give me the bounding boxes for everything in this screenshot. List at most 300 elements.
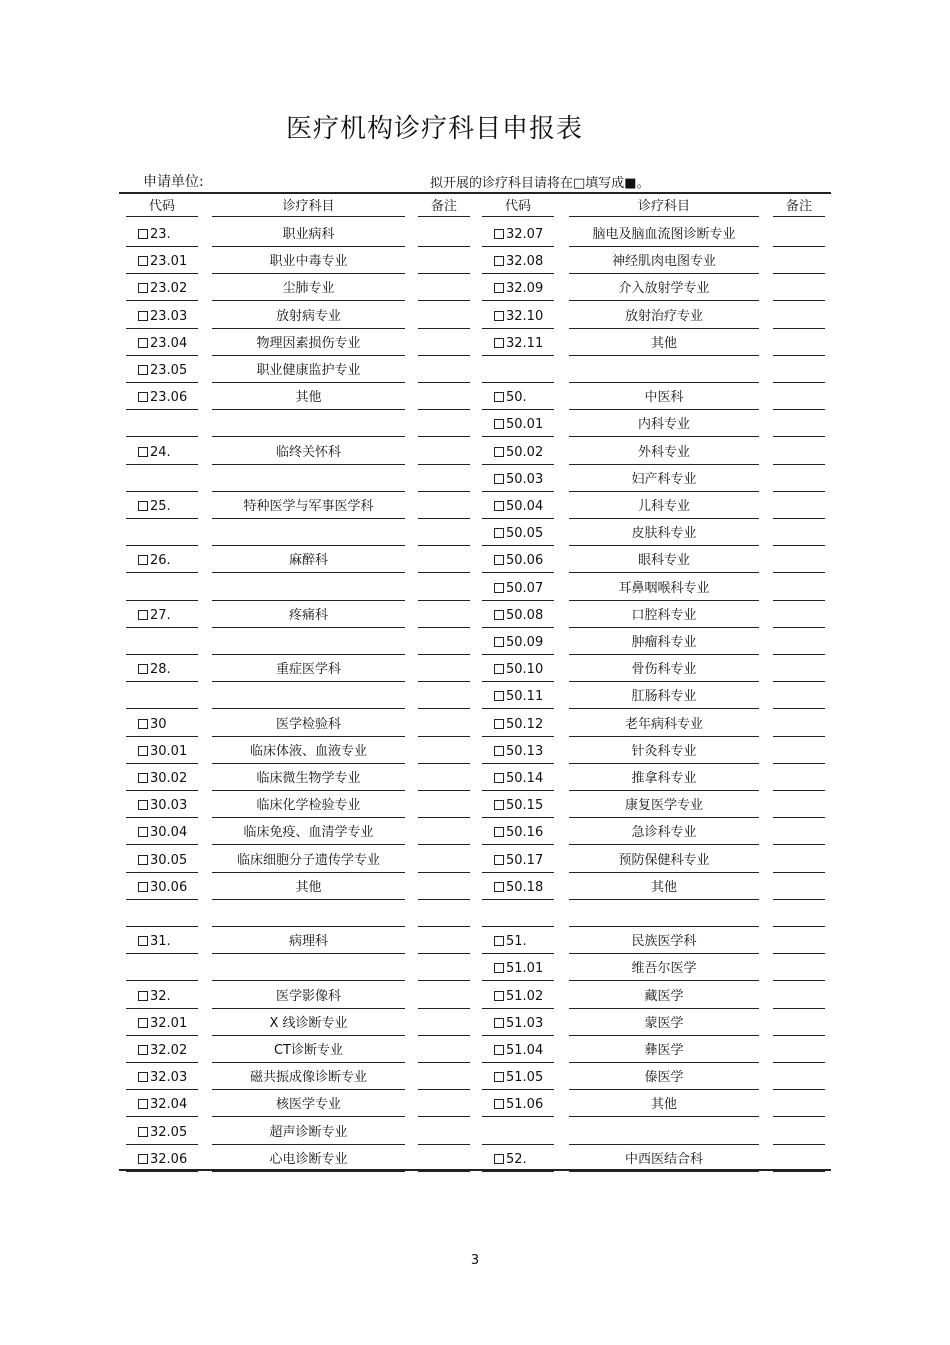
checkbox-icon[interactable] <box>494 419 504 429</box>
subject-code[interactable] <box>138 1097 187 1113</box>
checkbox-icon[interactable] <box>138 610 148 620</box>
subject-code[interactable] <box>138 989 171 1005</box>
checkbox-icon[interactable] <box>494 691 504 701</box>
checkbox-icon[interactable] <box>494 447 504 457</box>
right-code-underline <box>482 328 554 329</box>
right-note-field <box>773 708 825 709</box>
left-name-underline <box>212 246 405 247</box>
checkbox-icon[interactable] <box>494 392 504 402</box>
subject-code[interactable] <box>494 853 543 869</box>
left-name-underline <box>212 654 405 655</box>
left-name-underline <box>212 790 405 791</box>
checkbox-icon[interactable] <box>494 882 504 892</box>
subject-code[interactable] <box>494 254 543 270</box>
header-right-code: 代码 <box>504 199 531 214</box>
right-note-field <box>773 736 825 737</box>
checkbox-icon[interactable] <box>494 338 504 348</box>
left-code-underline <box>126 409 198 410</box>
right-code-underline <box>482 600 554 601</box>
right-name-underline <box>569 572 759 573</box>
right-name-underline <box>569 1062 759 1063</box>
code-text: 30.01 <box>150 744 188 759</box>
right-code-underline <box>482 1035 554 1036</box>
subject-code[interactable] <box>138 825 187 841</box>
left-code-underline <box>126 1116 198 1117</box>
code-text: 50. <box>506 390 527 405</box>
subject-code[interactable] <box>138 499 171 515</box>
right-code-underline <box>482 545 554 546</box>
checkbox-icon[interactable] <box>138 882 148 892</box>
right-name-underline <box>569 736 759 737</box>
right-code-underline <box>482 1089 554 1090</box>
right-name-underline <box>569 980 759 981</box>
checkbox-icon[interactable] <box>138 555 148 565</box>
code-text: 30.04 <box>150 825 188 840</box>
left-note-field <box>418 300 470 301</box>
code-text: 32.03 <box>150 1070 188 1085</box>
left-name-underline <box>212 572 405 573</box>
subject-code[interactable] <box>138 309 187 325</box>
left-code-underline <box>126 817 198 818</box>
subject-name: 医学检验科 <box>275 717 341 732</box>
subject-name: 康复医学专业 <box>624 798 703 813</box>
left-note-field <box>418 980 470 981</box>
subject-code[interactable] <box>494 717 543 733</box>
right-note-field <box>773 300 825 301</box>
subject-code[interactable] <box>138 608 171 624</box>
right-name-underline <box>569 817 759 818</box>
right-code-underline <box>482 872 554 873</box>
left-note-field <box>418 1144 470 1145</box>
code-text: 23.02 <box>150 281 188 296</box>
code-text: 28. <box>150 662 171 677</box>
checkbox-icon[interactable] <box>138 1127 148 1137</box>
subject-code[interactable] <box>494 1043 543 1059</box>
code-text: 50.12 <box>506 717 544 732</box>
subject-code[interactable] <box>494 744 543 760</box>
subject-name: 维吾尔医学 <box>631 961 697 976</box>
subject-code[interactable] <box>138 1016 187 1032</box>
subject-code[interactable] <box>494 880 543 896</box>
subject-code[interactable] <box>138 553 171 569</box>
left-note-field <box>418 382 470 383</box>
checkbox-icon[interactable] <box>138 256 148 266</box>
right-code-underline <box>482 246 554 247</box>
checkbox-icon[interactable] <box>138 664 148 674</box>
subject-code[interactable] <box>494 689 543 705</box>
right-note-field <box>773 654 825 655</box>
subject-name: 眼科专业 <box>637 553 690 568</box>
right-note-field <box>773 872 825 873</box>
checkbox-icon[interactable] <box>494 528 504 538</box>
subject-code[interactable] <box>494 309 543 325</box>
left-name-underline <box>212 844 405 845</box>
subject-code[interactable] <box>494 635 543 651</box>
right-code-underline <box>482 518 554 519</box>
left-code-underline <box>126 1035 198 1036</box>
subject-code[interactable] <box>494 281 543 297</box>
right-name-underline <box>569 355 759 356</box>
left-code-underline <box>126 273 198 274</box>
checkbox-icon[interactable] <box>138 1018 148 1028</box>
subject-code[interactable] <box>138 662 171 678</box>
left-note-field <box>418 763 470 764</box>
left-name-underline <box>212 464 405 465</box>
subject-name: 临床微生物学专业 <box>256 771 361 786</box>
code-text: 50.01 <box>506 417 544 432</box>
left-name-underline <box>212 1116 405 1117</box>
code-text: 51.02 <box>506 989 544 1004</box>
subject-code[interactable] <box>494 1070 543 1086</box>
checkbox-icon[interactable] <box>138 501 148 511</box>
subject-name: 外科专业 <box>637 445 690 460</box>
checkbox-icon[interactable] <box>494 1072 504 1082</box>
checkbox-icon[interactable] <box>494 773 504 783</box>
subject-name: 尘肺专业 <box>282 281 335 296</box>
right-note-field <box>773 1035 825 1036</box>
code-text: 23.01 <box>150 254 188 269</box>
right-name-underline <box>569 681 759 682</box>
subject-code[interactable] <box>138 934 171 950</box>
checkbox-icon[interactable] <box>494 229 504 239</box>
checkbox-icon[interactable] <box>494 501 504 511</box>
right-note-field <box>773 572 825 573</box>
code-text: 27. <box>150 608 171 623</box>
checkbox-icon[interactable] <box>494 1045 504 1055</box>
left-name-underline <box>212 300 405 301</box>
right-name-underline <box>569 708 759 709</box>
subject-code[interactable] <box>494 417 543 433</box>
left-code-underline <box>126 300 198 301</box>
subject-name: 职业病科 <box>282 227 335 242</box>
right-note-field <box>773 328 825 329</box>
subject-name: 肿瘤科专业 <box>631 635 697 650</box>
subject-name: 其他 <box>295 880 322 895</box>
subject-name: 彝医学 <box>644 1043 684 1058</box>
subject-code[interactable] <box>494 1097 543 1113</box>
left-code-underline <box>126 436 198 437</box>
code-text: 32.09 <box>506 281 544 296</box>
right-note-field <box>773 1171 825 1172</box>
subject-name: 耳鼻咽喉科专业 <box>618 581 710 596</box>
right-note-field <box>773 817 825 818</box>
subject-code[interactable] <box>138 798 187 814</box>
subject-code[interactable] <box>494 445 543 461</box>
left-code-underline <box>126 899 198 900</box>
left-name-underline <box>212 627 405 628</box>
code-text: 32.10 <box>506 309 544 324</box>
left-code-underline <box>126 464 198 465</box>
subject-name: 超声诊断专业 <box>269 1125 348 1140</box>
checkbox-icon[interactable] <box>138 392 148 402</box>
right-name-underline <box>569 627 759 628</box>
subject-code[interactable] <box>138 227 171 243</box>
subject-name: 老年病科专业 <box>624 717 703 732</box>
right-code-underline <box>482 1144 554 1145</box>
subject-code[interactable] <box>138 254 187 270</box>
code-text: 32.08 <box>506 254 544 269</box>
checkbox-icon[interactable] <box>494 283 504 293</box>
subject-code[interactable] <box>494 961 543 977</box>
subject-code[interactable] <box>494 798 543 814</box>
subject-code[interactable] <box>494 934 527 950</box>
right-header-underline <box>773 216 825 217</box>
checkbox-icon[interactable] <box>138 283 148 293</box>
left-code-underline <box>126 518 198 519</box>
left-name-underline <box>212 1171 405 1172</box>
right-code-underline <box>482 817 554 818</box>
left-code-underline <box>126 545 198 546</box>
right-code-underline <box>482 899 554 900</box>
subject-name: 临终关怀科 <box>275 445 341 460</box>
checkbox-icon[interactable] <box>138 311 148 321</box>
code-text: 50.13 <box>506 744 544 759</box>
checkbox-icon[interactable] <box>138 1045 148 1055</box>
checkbox-icon[interactable] <box>138 719 148 729</box>
subject-name: 神经肌肉电图专业 <box>611 254 716 269</box>
subject-code[interactable] <box>494 336 543 352</box>
subject-code[interactable] <box>138 1152 187 1168</box>
code-text: 30.05 <box>150 853 188 868</box>
left-name-underline <box>212 1062 405 1063</box>
checkbox-icon[interactable] <box>494 610 504 620</box>
checkbox-icon[interactable] <box>494 1154 504 1164</box>
left-note-field <box>418 817 470 818</box>
checkbox-icon[interactable] <box>494 827 504 837</box>
subject-code[interactable] <box>494 608 543 624</box>
code-text: 52. <box>506 1152 527 1167</box>
subject-name: 物理因素损伤专业 <box>256 336 361 351</box>
code-text: 25. <box>150 499 171 514</box>
checkbox-icon[interactable] <box>494 855 504 865</box>
left-header-underline <box>126 216 198 217</box>
code-text: 50.02 <box>506 445 544 460</box>
subject-name: 其他 <box>650 336 677 351</box>
right-note-field <box>773 1144 825 1145</box>
code-text: 50.16 <box>506 825 544 840</box>
subject-code[interactable] <box>138 445 171 461</box>
left-name-underline <box>212 763 405 764</box>
right-code-underline <box>482 572 554 573</box>
code-text: 50.05 <box>506 526 544 541</box>
subject-name: 重症医学科 <box>275 662 341 677</box>
code-text: 31. <box>150 934 171 949</box>
left-note-field <box>418 409 470 410</box>
checkbox-icon[interactable] <box>494 719 504 729</box>
checkbox-icon[interactable] <box>494 991 504 1001</box>
code-text: 51.03 <box>506 1016 544 1031</box>
applicant-label: 申请单位: <box>143 174 204 190</box>
subject-name: 医学影像科 <box>275 989 341 1004</box>
code-text: 30 <box>150 717 167 732</box>
right-note-field <box>773 436 825 437</box>
right-note-field <box>773 1089 825 1090</box>
subject-code[interactable] <box>494 1152 527 1168</box>
checkbox-icon[interactable] <box>138 827 148 837</box>
subject-name: 急诊科专业 <box>631 825 697 840</box>
code-text: 23.05 <box>150 363 188 378</box>
subject-code[interactable] <box>494 825 543 841</box>
subject-code[interactable] <box>494 581 543 597</box>
right-name-underline <box>569 1171 759 1172</box>
right-name-underline <box>569 926 759 927</box>
top-rule <box>119 192 831 194</box>
code-text: 50.15 <box>506 798 544 813</box>
code-text: 50.08 <box>506 608 544 623</box>
subject-code[interactable] <box>494 771 543 787</box>
left-code-underline <box>126 1144 198 1145</box>
right-name-underline <box>569 600 759 601</box>
checkbox-icon[interactable] <box>138 773 148 783</box>
subject-code[interactable] <box>138 363 187 379</box>
code-text: 23.03 <box>150 309 188 324</box>
left-code-underline <box>126 953 198 954</box>
right-code-underline <box>482 355 554 356</box>
subject-name: 肛肠科专业 <box>631 689 697 704</box>
checkbox-icon[interactable] <box>494 800 504 810</box>
left-code-underline <box>126 926 198 927</box>
left-code-underline <box>126 627 198 628</box>
subject-name: 临床免疫、血清学专业 <box>243 825 374 840</box>
checkbox-icon[interactable] <box>494 1018 504 1028</box>
subject-code[interactable] <box>494 1016 543 1032</box>
code-text: 51. <box>506 934 527 949</box>
subject-code[interactable] <box>138 390 187 406</box>
checkbox-icon[interactable] <box>494 555 504 565</box>
subject-code[interactable] <box>138 880 187 896</box>
right-code-underline <box>482 654 554 655</box>
code-text: 50.18 <box>506 880 544 895</box>
left-code-underline <box>126 572 198 573</box>
right-code-underline <box>482 1171 554 1172</box>
left-note-field <box>418 844 470 845</box>
checkbox-icon[interactable] <box>138 338 148 348</box>
left-note-field <box>418 736 470 737</box>
left-code-underline <box>126 790 198 791</box>
checkbox-icon[interactable] <box>138 800 148 810</box>
subject-code[interactable] <box>494 227 543 243</box>
subject-name: 预防保健科专业 <box>618 853 710 868</box>
checkbox-icon[interactable] <box>494 583 504 593</box>
code-text: 32.01 <box>150 1016 188 1031</box>
subject-code[interactable] <box>138 1125 187 1141</box>
subject-name: 儿科专业 <box>637 499 690 514</box>
checkbox-icon[interactable] <box>494 936 504 946</box>
checkbox-icon[interactable] <box>138 746 148 756</box>
checkbox-icon[interactable] <box>494 664 504 674</box>
code-text: 32.02 <box>150 1043 188 1058</box>
right-note-field <box>773 926 825 927</box>
right-name-underline <box>569 1116 759 1117</box>
subject-name: 临床化学检验专业 <box>256 798 361 813</box>
checkbox-icon[interactable] <box>494 1099 504 1109</box>
right-name-underline <box>569 1089 759 1090</box>
checkbox-icon[interactable] <box>138 1099 148 1109</box>
right-code-underline <box>482 681 554 682</box>
checkbox-icon[interactable] <box>138 991 148 1001</box>
left-code-underline <box>126 763 198 764</box>
left-name-underline <box>212 681 405 682</box>
subject-name: 口腔科专业 <box>631 608 697 623</box>
subject-name: CT诊断专业 <box>273 1043 344 1058</box>
checkbox-icon[interactable] <box>138 1154 148 1164</box>
code-text: 30.03 <box>150 798 188 813</box>
code-text: 50.14 <box>506 771 544 786</box>
checkbox-icon[interactable] <box>138 855 148 865</box>
subject-name: 职业健康监护专业 <box>256 363 361 378</box>
subject-name: 疼痛科 <box>288 608 328 623</box>
subject-code[interactable] <box>494 390 527 406</box>
subject-code[interactable] <box>494 499 543 515</box>
subject-code[interactable] <box>138 853 187 869</box>
subject-name: 临床体液、血液专业 <box>249 744 367 759</box>
checkbox-icon[interactable] <box>494 637 504 647</box>
subject-code[interactable] <box>494 472 543 488</box>
left-note-field <box>418 872 470 873</box>
checkbox-icon[interactable] <box>494 256 504 266</box>
checkbox-icon[interactable] <box>494 474 504 484</box>
right-code-underline <box>482 464 554 465</box>
code-text: 23.04 <box>150 336 188 351</box>
subject-name: 磁共振成像诊断专业 <box>249 1070 367 1085</box>
subject-code[interactable] <box>494 662 543 678</box>
code-text: 50.03 <box>506 472 544 487</box>
header-left-subject: 诊疗科目 <box>282 199 335 214</box>
subject-name: 放射病专业 <box>275 309 341 324</box>
right-note-field <box>773 518 825 519</box>
right-note-field <box>773 899 825 900</box>
checkbox-icon[interactable] <box>138 936 148 946</box>
right-code-underline <box>482 436 554 437</box>
left-name-underline <box>212 1008 405 1009</box>
code-text: 32.07 <box>506 227 544 242</box>
subject-code[interactable] <box>138 717 167 733</box>
checkbox-icon[interactable] <box>494 963 504 973</box>
checkbox-icon[interactable] <box>138 1072 148 1082</box>
header-left-note: 备注 <box>430 199 457 214</box>
checkbox-icon[interactable] <box>138 229 148 239</box>
subject-code[interactable] <box>138 336 187 352</box>
left-name-underline <box>212 899 405 900</box>
right-name-underline <box>569 273 759 274</box>
right-name-underline <box>569 844 759 845</box>
left-note-field <box>418 627 470 628</box>
right-code-underline <box>482 1116 554 1117</box>
subject-code[interactable] <box>138 771 187 787</box>
left-name-underline <box>212 409 405 410</box>
checkbox-icon[interactable] <box>494 311 504 321</box>
checkbox-icon[interactable] <box>138 447 148 457</box>
left-note-field <box>418 654 470 655</box>
subject-code[interactable] <box>138 744 187 760</box>
subject-code[interactable] <box>494 553 543 569</box>
subject-code[interactable] <box>138 281 187 297</box>
code-text: 32. <box>150 989 171 1004</box>
left-code-underline <box>126 1008 198 1009</box>
subject-code[interactable] <box>138 1070 187 1086</box>
right-name-underline <box>569 300 759 301</box>
right-name-underline <box>569 1144 759 1145</box>
right-code-underline <box>482 300 554 301</box>
checkbox-icon[interactable] <box>138 365 148 375</box>
subject-code[interactable] <box>138 1043 187 1059</box>
subject-code[interactable] <box>494 989 543 1005</box>
right-note-field <box>773 1062 825 1063</box>
subject-code[interactable] <box>494 526 543 542</box>
checkbox-icon[interactable] <box>494 746 504 756</box>
left-name-underline <box>212 926 405 927</box>
right-note-field <box>773 627 825 628</box>
